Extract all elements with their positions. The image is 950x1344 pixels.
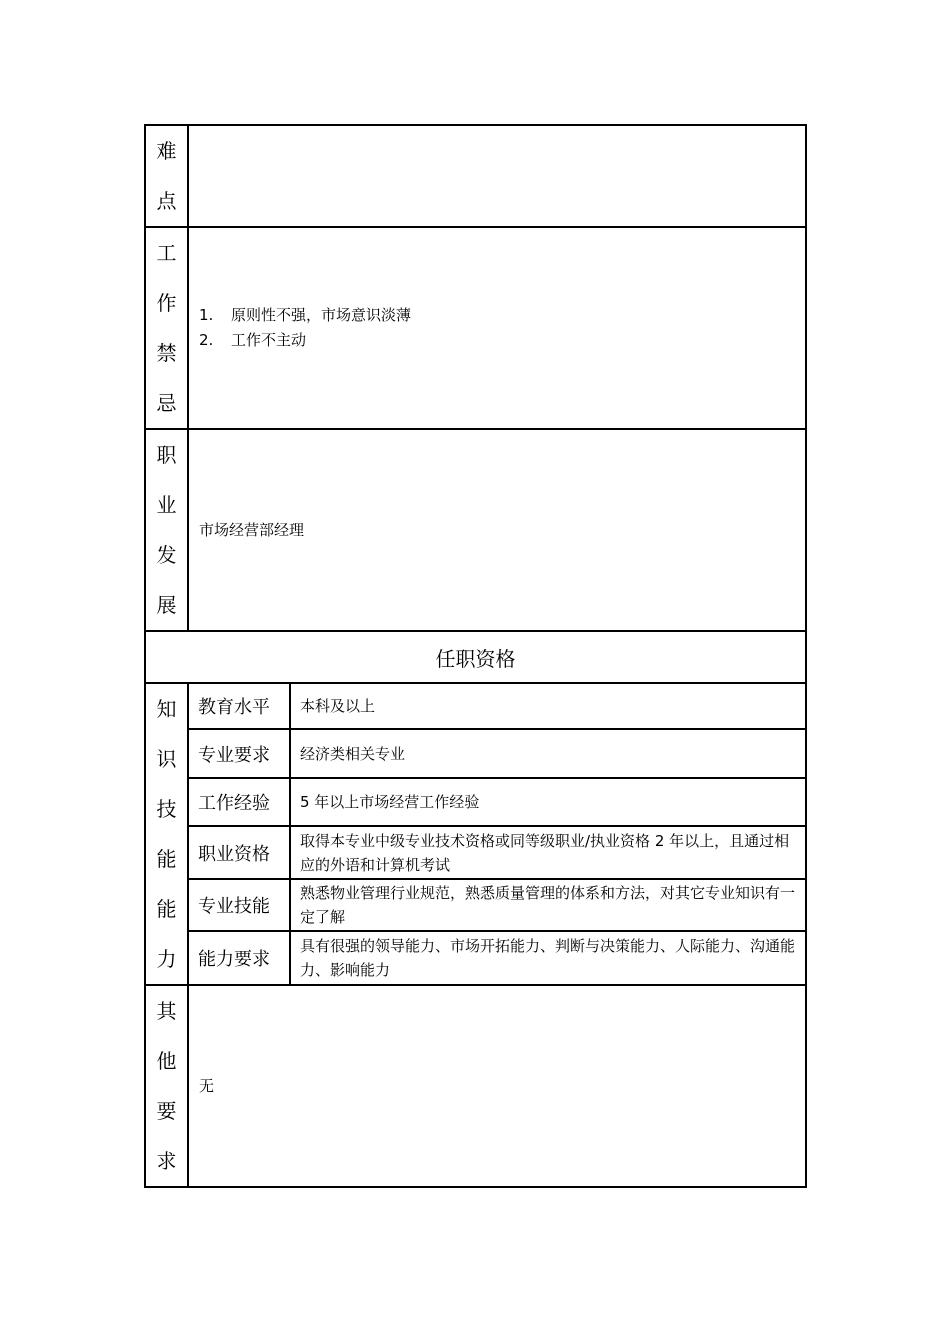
career-content: 市场经营部经理: [188, 429, 806, 631]
knowledge-row: [145, 778, 806, 826]
other-row: [145, 985, 806, 1187]
knowledge-row: [145, 826, 806, 879]
knowledge-row: [145, 879, 806, 932]
label-char: 识: [156, 747, 177, 771]
education-label: 教育水平: [188, 683, 290, 729]
label-char: 展: [156, 593, 177, 617]
list-number: 1.: [199, 306, 214, 324]
difficulty-content: [188, 125, 806, 227]
major-value: 经济类相关专业: [290, 729, 806, 777]
taboo-row: [145, 227, 806, 429]
list-text: 工作不主动: [231, 331, 307, 349]
experience-label: 工作经验: [188, 778, 290, 826]
label-char: 求: [156, 1149, 177, 1173]
list-number: 2.: [199, 331, 214, 349]
label-char: 能: [156, 897, 177, 921]
label-char: 技: [156, 797, 177, 821]
label-char: 其: [156, 999, 177, 1023]
experience-value: 5 年以上市场经营工作经验: [290, 778, 806, 826]
ability-value: 具有很强的领导能力、市场开拓能力、判断与决策能力、人际能力、沟通能力、影响能力: [290, 931, 806, 985]
job-description-table: [144, 124, 807, 1188]
label-char: 作: [156, 291, 177, 315]
label-char: 知: [156, 697, 177, 721]
difficulty-row: [145, 125, 806, 227]
list-text: 原则性不强，市场意识淡薄: [231, 306, 412, 324]
label-char: 职: [156, 443, 177, 467]
other-label: [145, 985, 188, 1187]
label-char: 发: [156, 543, 177, 567]
taboo-list: [199, 303, 805, 353]
label-char: 他: [156, 1049, 177, 1073]
career-label: [145, 429, 188, 631]
knowledge-row: [145, 931, 806, 985]
label-char: 工: [156, 241, 177, 265]
taboo-content: [188, 227, 806, 429]
certification-value: 取得本专业中级专业技术资格或同等级职业/执业资格 2 年以上，且通过相应的外语和计算机考试: [290, 826, 806, 879]
section-title: 任职资格: [145, 631, 806, 683]
label-char: 禁: [156, 341, 177, 365]
label-char: 业: [156, 493, 177, 517]
label-char: 要: [156, 1099, 177, 1123]
qualification-header-row: [145, 631, 806, 683]
difficulty-label: [145, 125, 188, 227]
major-label: 专业要求: [188, 729, 290, 777]
list-item: [199, 303, 805, 328]
skills-value: 熟悉物业管理行业规范，熟悉质量管理的体系和方法，对其它专业知识有一定了解: [290, 879, 806, 932]
knowledge-row: [145, 683, 806, 729]
label-char: 能: [156, 847, 177, 871]
list-item: [199, 328, 805, 353]
taboo-label: [145, 227, 188, 429]
education-value: 本科及以上: [290, 683, 806, 729]
skills-label: 专业技能: [188, 879, 290, 932]
knowledge-label: [145, 683, 188, 985]
other-content: 无: [188, 985, 806, 1187]
label-char: 难: [156, 139, 177, 163]
certification-label: 职业资格: [188, 826, 290, 879]
knowledge-row: [145, 729, 806, 777]
career-row: [145, 429, 806, 631]
label-char: 点: [156, 189, 177, 213]
ability-label: 能力要求: [188, 931, 290, 985]
label-char: 忌: [156, 391, 177, 415]
label-char: 力: [156, 947, 177, 971]
